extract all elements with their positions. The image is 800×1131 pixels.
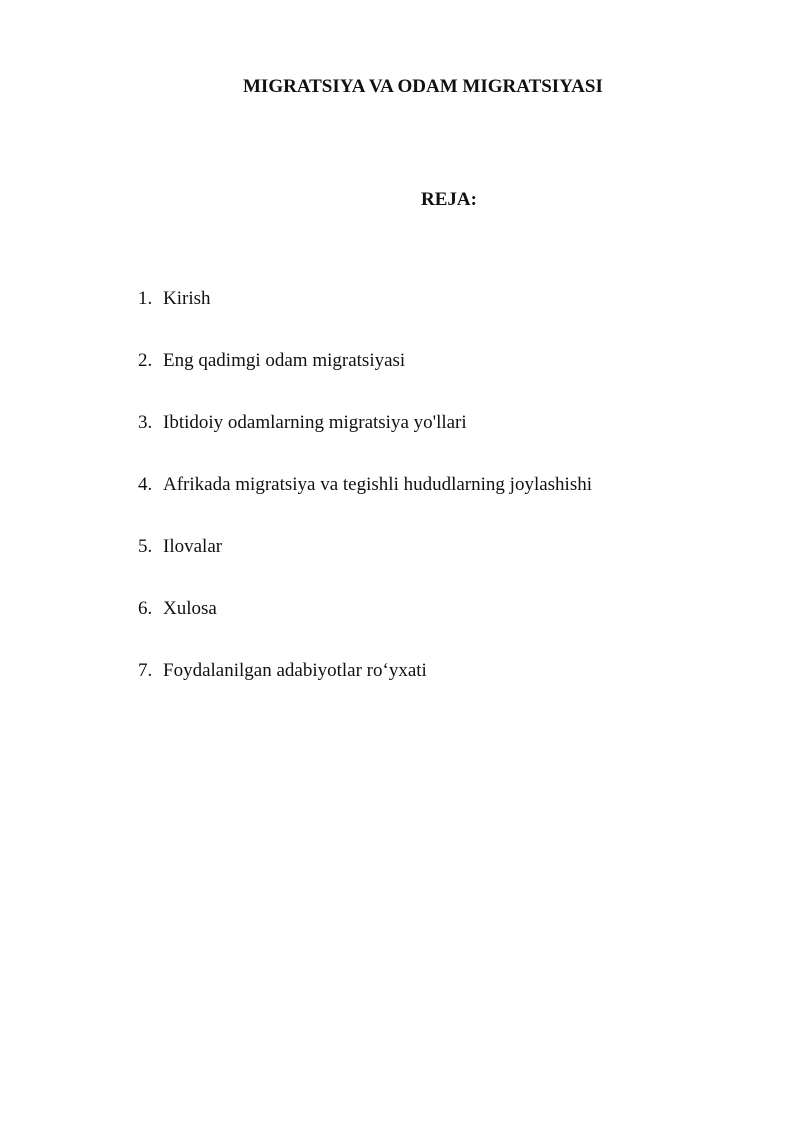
plan-item-6: [138, 596, 592, 658]
plan-item-3: [138, 410, 592, 472]
plan-item-text: Xulosa: [163, 598, 217, 619]
plan-item-number: 1.: [138, 288, 153, 309]
plan-item-text: Afrikada migratsiya va tegishli hududlarning joylashishi: [163, 474, 593, 495]
plan-item-5: [138, 534, 592, 596]
plan-list: [138, 286, 592, 720]
plan-heading: REJA:: [421, 189, 477, 210]
plan-item-number: 6.: [138, 598, 153, 619]
plan-item-number: 3.: [138, 412, 153, 433]
plan-item-number: 4.: [138, 474, 153, 495]
plan-item-1: [138, 286, 592, 348]
document-title: MIGRATSIYA VA ODAM MIGRATSIYASI: [243, 76, 603, 97]
plan-item-4: [138, 472, 592, 534]
plan-item-text: Kirish: [163, 288, 211, 309]
plan-item-7: [138, 658, 592, 720]
plan-item-text: Eng qadimgi odam migratsiyasi: [163, 350, 406, 371]
plan-item-number: 7.: [138, 660, 153, 681]
plan-item-text: Ilovalar: [163, 536, 223, 557]
plan-item-text: Foydalanilgan adabiyotlar ro‘yxati: [163, 660, 427, 681]
plan-item-2: [138, 348, 592, 410]
plan-item-number: 2.: [138, 350, 153, 371]
plan-item-number: 5.: [138, 536, 153, 557]
plan-item-text: Ibtidoiy odamlarning migratsiya yo'llari: [163, 412, 467, 433]
